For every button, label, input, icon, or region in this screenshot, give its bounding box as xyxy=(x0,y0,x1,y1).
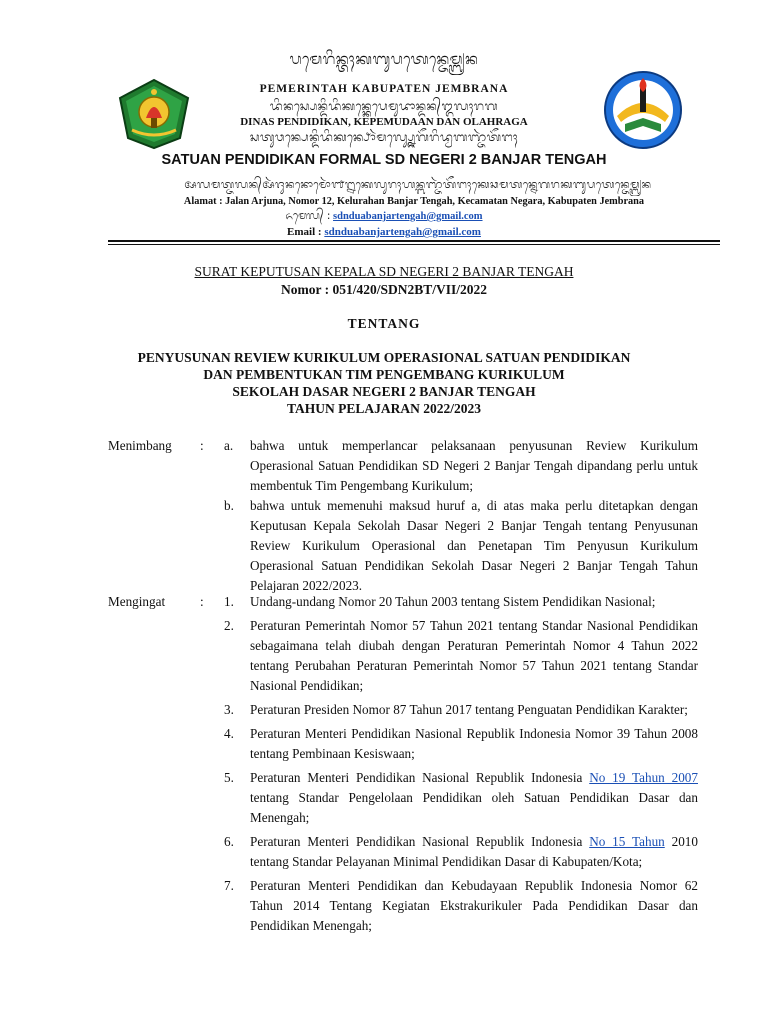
item-text: Undang-undang Nomor 20 Tahun 2003 tentang Sistem Pendidikan Nasional; xyxy=(250,594,656,609)
decree-about: TENTANG xyxy=(347,316,421,331)
item-marker: 6. xyxy=(224,834,234,849)
mengingat-label: Mengingat xyxy=(108,594,166,609)
mengingat-item-5 xyxy=(108,768,698,828)
decree-title: SURAT KEPUTUSAN KEPALA SD NEGERI 2 BANJAR TENGAH xyxy=(194,264,574,279)
mengingat-section xyxy=(108,592,698,936)
mengingat-item-3 xyxy=(108,700,698,720)
mengingat-item-7 xyxy=(108,876,698,936)
letterhead-rule-thick xyxy=(108,240,720,242)
item-text-post: tentang Standar Pengelolaan Pendidikan oleh Satuan Pendidikan Dasar dan Menengah; xyxy=(250,790,698,825)
item-marker: a. xyxy=(224,438,234,453)
item-text: Peraturan Presiden Nomor 87 Tahun 2017 tentang Penguatan Pendidikan Karakter; xyxy=(250,702,688,717)
menimbang-section xyxy=(108,436,698,596)
item-marker: 7. xyxy=(224,878,234,893)
mengingat-item-1 xyxy=(108,592,698,612)
balinese-script-department: ᬤᬶᬦᬲ᭄ᬧᬾᬦ᭄ᬤᬶᬤᬶᬓᬦ᭄ᬓᬾᬧᬾᬫᬸᬤᬵᬦ᭄ᬤᬦ᭄ᬑᬮᬄᬭᬕ xyxy=(269,99,499,113)
school-emblem-icon xyxy=(603,70,683,150)
mengingat-item-2 xyxy=(108,616,698,696)
decree-subject-line-1: PENYUSUNAN REVIEW KURIKULUM OPERASIONAL SATUAN PENDIDIKAN xyxy=(137,350,631,365)
decree-number: Nomor : 051/420/SDN2BT/VII/2022 xyxy=(280,282,487,297)
menimbang-label: Menimbang xyxy=(108,438,172,453)
mengingat-colon: : xyxy=(200,594,204,609)
mengingat-item-4 xyxy=(108,724,698,764)
menimbang-item-b xyxy=(108,496,698,596)
email-label: Email : xyxy=(287,226,325,238)
decree-subject-line-4: TAHUN PELAJARAN 2022/2023 xyxy=(286,401,481,416)
item-marker: 2. xyxy=(224,618,234,633)
menimbang-colon: : xyxy=(200,438,204,453)
balinese-email-line xyxy=(0,208,768,227)
item-text xyxy=(250,768,698,828)
item-marker: b. xyxy=(224,498,234,513)
school-name: SATUAN PENDIDIKAN FORMAL SD NEGERI 2 BANJAR TENGAH xyxy=(161,152,607,168)
item-text-post: 2010 tentang Standar Pelayanan Minimal Pendidikan Dasar di Kabupaten/Kota; xyxy=(250,834,698,869)
regulation-link[interactable]: No 15 Tahun xyxy=(589,834,665,849)
balinese-script-address: ᬅᬮᬫᬢ᭄ᬚᬮᬦ᭄ᬅᬃᬚᬸᬦᬦᭀᬫᭀᬃ᭑᭒ᬓᬾᬮᬸᬭᬄᬳᬦ᭄ᬩᬜ᭄ᬚᬃᬢᭂᬗᬄᬓᬾᬘᬫᬢᬦ᭄ᬦᬾᬕᬭᬓᬩᬸᬧᬢᬾᬦ᭄ᬚᬾᬫ᭄ᬩ᭄ᬭᬦ xyxy=(184,178,652,191)
item-text: Peraturan Pemerintah Nomor 57 Tahun 2021 tentang Standar Nasional Pendidikan sebagaimana telah diubah dengan Peraturan Pemerintah Nomor 4 Tahun 2022 tentang Perubahan Peraturan Pemerintah Nomor 57 Tahun 2021 tentang Standar Nasional Pendidikan; xyxy=(250,618,698,693)
department-name: DINAS PENDIDIKAN, KEPEMUDAAN DAN OLAHRAGA xyxy=(240,116,528,128)
balinese-script-government: ᬧᬫᬾᬭᬶᬦ᭄ᬢᬄᬓᬩᬸᬧᬢᬾᬦ᭄ᬚᬾᬫ᭄ᬩ᭄ᬭᬦ xyxy=(289,50,479,68)
menimbang-item-a xyxy=(108,436,698,496)
item-marker: 1. xyxy=(224,594,234,609)
item-text xyxy=(250,832,698,872)
school-address: Alamat : Jalan Arjuna, Nomor 12, Kelurahan Banjar Tengah, Kecamatan Negara, Kabupaten Jembrana xyxy=(183,196,645,207)
item-marker: 5. xyxy=(224,770,234,785)
balinese-script-school: ᬲᬢᬸᬯᬦ᭄ᬧᬾᬦ᭄ᬤᬶᬤᬶᬓᬦ᭄ᬨᭀᬃᬫᬮ᭄ᬲ᭄ᬤ᭄ᬦᬾᬕᭂᬭᬶᬤ᭄ᬯᬩᬜ᭄ᬚᬃᬢᭂᬗᬄ xyxy=(249,130,519,144)
mengingat-item-6 xyxy=(108,832,698,872)
item-text-pre: Peraturan Menteri Pendidikan Nasional Republik Indonesia xyxy=(250,834,590,849)
balinese-email-link[interactable]: sdnduabanjartengah@gmail.com xyxy=(333,211,483,222)
decree-subject-line-3: SEKOLAH DASAR NEGERI 2 BANJAR TENGAH xyxy=(232,384,536,399)
letterhead xyxy=(0,0,768,250)
item-marker: 3. xyxy=(224,702,234,717)
email-link[interactable]: sdnduabanjartengah@gmail.com xyxy=(324,226,481,238)
email-line xyxy=(0,226,768,238)
decree-subject-line-2: DAN PEMBENTUKAN TIM PENGEMBANG KURIKULUM xyxy=(203,367,565,382)
item-text: Peraturan Menteri Pendidikan dan Kebudayaan Republik Indonesia Nomor 62 Tahun 2014 Tentang Kegiatan Ekstrakurikuler Pada Pendidikan Dasar dan Pendidikan Menengah; xyxy=(250,878,698,933)
item-text: bahwa untuk memperlancar pelaksanaan penyusunan Review Kurikulum Operasional Satuan Pendidikan SD Negeri 2 Banjar Tengah dipandang perlu untuk membentuk Tim Pengembang Kurikulum; xyxy=(250,438,698,493)
item-text: bahwa untuk memenuhi maksud huruf a, di atas maka perlu ditetapkan dengan Keputusan Kepala Sekolah Dasar Negeri 2 Banjar Tengah tentang Penyusunan Review Kurikulum Operasional dan Penetapan Tim Penyusun Kurikulum Operasional Satuan Pendidikan Sekolah Dasar Negeri 2 Banjar Tengah Tahun Pelajaran 2022/2023. xyxy=(250,498,698,593)
letterhead-rule-thin xyxy=(108,244,720,245)
item-text-pre: Peraturan Menteri Pendidikan Nasional Republik Indonesia xyxy=(250,770,590,785)
item-marker: 4. xyxy=(224,726,234,741)
balinese-email-prefix: ᬏᬫᬾᬮ᭄ : xyxy=(285,210,331,222)
regulation-link[interactable]: No 19 Tahun 2007 xyxy=(589,770,698,785)
government-name: PEMERINTAH KABUPATEN JEMBRANA xyxy=(259,83,509,95)
item-text: Peraturan Menteri Pendidikan Nasional Republik Indonesia Nomor 39 Tahun 2008 tentang Pembinaan Kesiswaan; xyxy=(250,726,698,761)
